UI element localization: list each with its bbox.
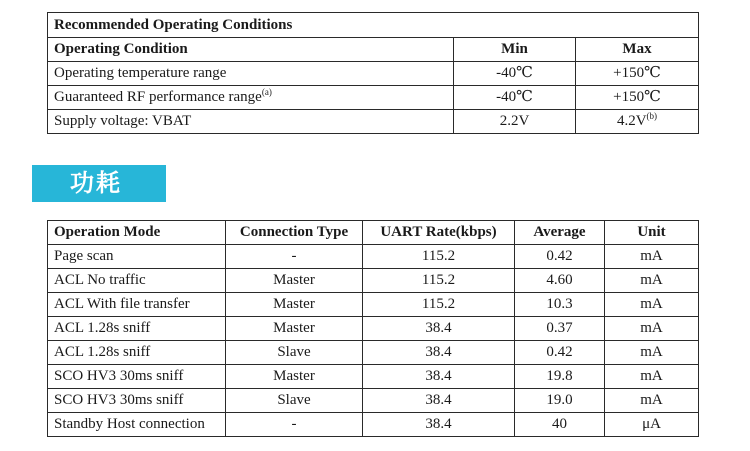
condition-cell bbox=[48, 86, 454, 110]
table-row bbox=[48, 293, 699, 317]
column-header: Min bbox=[454, 38, 576, 62]
table-row bbox=[48, 413, 699, 437]
connection-cell: - bbox=[226, 245, 363, 269]
connection-cell: Master bbox=[226, 365, 363, 389]
unit-cell: mA bbox=[605, 293, 699, 317]
table-row bbox=[48, 86, 699, 110]
condition-cell bbox=[48, 110, 454, 134]
connection-cell: Master bbox=[226, 293, 363, 317]
power-consumption-table bbox=[47, 220, 699, 437]
column-header: Operation Mode bbox=[48, 221, 226, 245]
mode-cell: SCO HV3 30ms sniff bbox=[48, 365, 226, 389]
condition-text: Guaranteed RF performance range bbox=[54, 89, 262, 105]
uart-rate-cell: 38.4 bbox=[363, 365, 515, 389]
footnote-marker: (a) bbox=[261, 87, 272, 97]
connection-cell: Master bbox=[226, 317, 363, 341]
average-cell: 19.0 bbox=[515, 389, 605, 413]
table-title-row bbox=[48, 13, 699, 38]
min-cell: -40℃ bbox=[454, 86, 576, 110]
max-text: +150℃ bbox=[613, 89, 661, 105]
column-header: Max bbox=[576, 38, 699, 62]
unit-cell: mA bbox=[605, 341, 699, 365]
max-cell bbox=[576, 62, 699, 86]
operating-conditions-table bbox=[47, 12, 699, 134]
connection-cell: Slave bbox=[226, 389, 363, 413]
condition-cell bbox=[48, 62, 454, 86]
column-header: Average bbox=[515, 221, 605, 245]
mode-cell: SCO HV3 30ms sniff bbox=[48, 389, 226, 413]
column-header: Operating Condition bbox=[48, 38, 454, 62]
condition-text: Operating temperature range bbox=[54, 65, 227, 81]
table-row bbox=[48, 110, 699, 134]
mode-cell: ACL No traffic bbox=[48, 269, 226, 293]
uart-rate-cell: 38.4 bbox=[363, 341, 515, 365]
condition-text: Supply voltage: VBAT bbox=[54, 113, 192, 129]
average-cell: 10.3 bbox=[515, 293, 605, 317]
uart-rate-cell: 115.2 bbox=[363, 269, 515, 293]
table-row bbox=[48, 62, 699, 86]
column-header: Connection Type bbox=[226, 221, 363, 245]
uart-rate-cell: 115.2 bbox=[363, 293, 515, 317]
unit-cell: mA bbox=[605, 317, 699, 341]
unit-cell: mA bbox=[605, 269, 699, 293]
uart-rate-cell: 38.4 bbox=[363, 413, 515, 437]
mode-cell: ACL With file transfer bbox=[48, 293, 226, 317]
table-row bbox=[48, 269, 699, 293]
max-text: +150℃ bbox=[613, 65, 661, 81]
table-row bbox=[48, 389, 699, 413]
table-header-row bbox=[48, 221, 699, 245]
average-cell: 0.37 bbox=[515, 317, 605, 341]
table-title: Recommended Operating Conditions bbox=[48, 13, 699, 38]
mode-cell: Standby Host connection bbox=[48, 413, 226, 437]
average-cell: 0.42 bbox=[515, 245, 605, 269]
mode-cell: ACL 1.28s sniff bbox=[48, 317, 226, 341]
unit-cell: μA bbox=[605, 413, 699, 437]
min-cell: 2.2V bbox=[454, 110, 576, 134]
column-header: UART Rate(kbps) bbox=[363, 221, 515, 245]
average-cell: 4.60 bbox=[515, 269, 605, 293]
mode-cell: ACL 1.28s sniff bbox=[48, 341, 226, 365]
max-cell bbox=[576, 86, 699, 110]
average-cell: 19.8 bbox=[515, 365, 605, 389]
uart-rate-cell: 38.4 bbox=[363, 317, 515, 341]
table-row bbox=[48, 341, 699, 365]
mode-cell: Page scan bbox=[48, 245, 226, 269]
min-cell: -40℃ bbox=[454, 62, 576, 86]
uart-rate-cell: 115.2 bbox=[363, 245, 515, 269]
table-header-row bbox=[48, 38, 699, 62]
uart-rate-cell: 38.4 bbox=[363, 389, 515, 413]
table-row bbox=[48, 245, 699, 269]
column-header: Unit bbox=[605, 221, 699, 245]
max-text: 4.2V bbox=[616, 113, 647, 129]
max-cell bbox=[576, 110, 699, 134]
section-banner: 功耗 bbox=[32, 165, 166, 202]
table-row bbox=[48, 317, 699, 341]
connection-cell: Master bbox=[226, 269, 363, 293]
average-cell: 0.42 bbox=[515, 341, 605, 365]
average-cell: 40 bbox=[515, 413, 605, 437]
connection-cell: Slave bbox=[226, 341, 363, 365]
unit-cell: mA bbox=[605, 365, 699, 389]
connection-cell: - bbox=[226, 413, 363, 437]
table-row bbox=[48, 365, 699, 389]
unit-cell: mA bbox=[605, 389, 699, 413]
unit-cell: mA bbox=[605, 245, 699, 269]
footnote-marker: (b) bbox=[646, 111, 658, 121]
